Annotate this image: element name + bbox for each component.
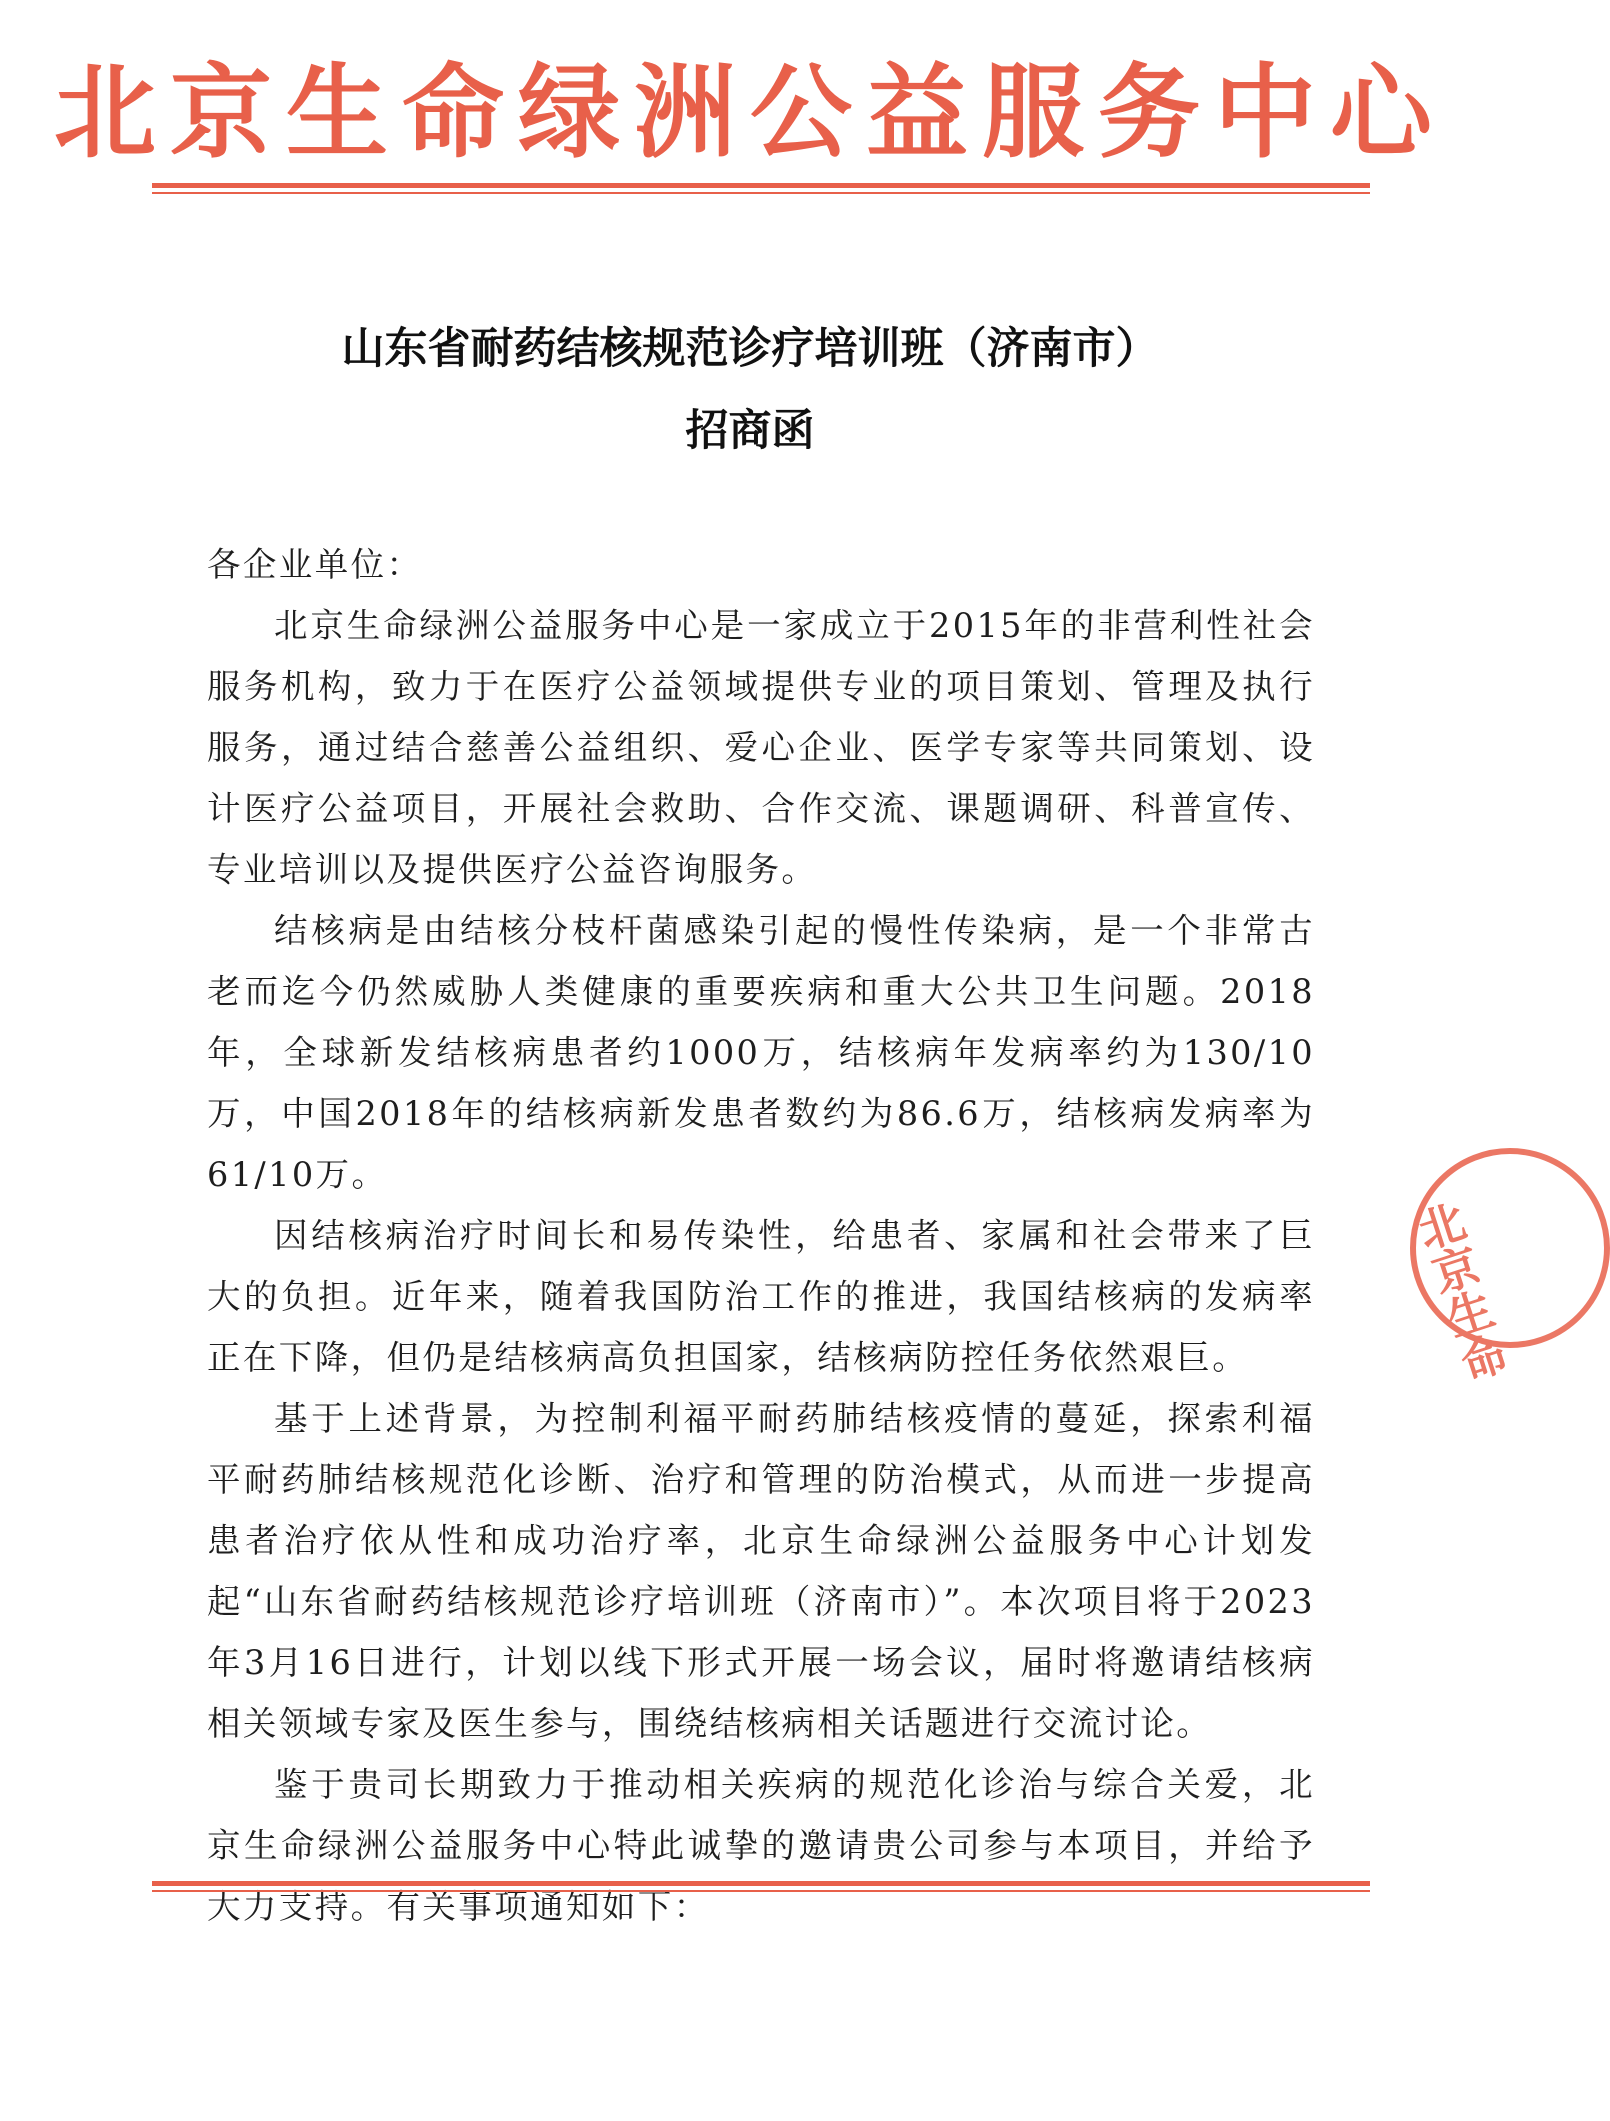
footer-divider [152,1881,1370,1892]
paragraph-tb-background: 结核病是由结核分枝杆菌感染引起的慢性传染病，是一个非常古老而迄今仍然威胁人类健康的重要疾病和重大公共卫生问题。2018年，全球新发结核病患者约1000万，结核病年发病率约为130/10万，中国2018年的结核病新发患者数约为86.6万，结核病发病率为61/10万。 [207,911,1315,1194]
document-title [0,308,1500,472]
seal-partial-text: 北京生命 [1411,1193,1515,1391]
letterhead-divider-top [152,183,1370,194]
document-body [207,534,1315,1937]
paragraph-tb-burden: 因结核病治疗时间长和易传染性，给患者、家属和社会带来了巨大的负担。近年来，随着我国防治工作的推进，我国结核病的发病率正在下降，但仍是结核病高负担国家，结核病防控任务依然艰巨。 [207,1216,1315,1377]
paragraph-org-intro: 北京生命绿洲公益服务中心是一家成立于2015年的非营利性社会服务机构，致力于在医疗公益领域提供专业的项目策划、管理及执行服务，通过结合慈善公益组织、爱心企业、医学专家等共同策划、设计医疗公益项目，开展社会救助、合作交流、课题调研、科普宣传、专业培训以及提供医疗公益咨询服务。 [207,606,1315,889]
letterhead-org-name: 北京生命绿洲公益服务中心 [54,54,1446,173]
paragraph-invitation: 鉴于贵司长期致力于推动相关疾病的规范化诊治与综合关爱，北京生命绿洲公益服务中心特此诚挚的邀请贵公司参与本项目，并给予大力支持。有关事项通知如下： [207,1765,1315,1926]
official-seal-stamp [1410,1148,1610,1391]
salutation: 各企业单位： [207,545,423,584]
document-title-line-1: 山东省耐药结核规范诊疗培训班（济南市） [341,324,1159,374]
document-title-line-2: 招商函 [685,406,815,456]
paragraph-project-plan: 基于上述背景，为控制利福平耐药肺结核疫情的蔓延，探索利福平耐药肺结核规范化诊断、治疗和管理的防治模式，从而进一步提高患者治疗依从性和成功治疗率，北京生命绿洲公益服务中心计划发起“山东省耐药结核规范诊疗培训班（济南市）”。本次项目将于2023年3月16日进行，计划以线下形式开展一场会议，届时将邀请结核病相关领域专家及医生参与，围绕结核病相关话题进行交流讨论。 [207,1399,1315,1743]
